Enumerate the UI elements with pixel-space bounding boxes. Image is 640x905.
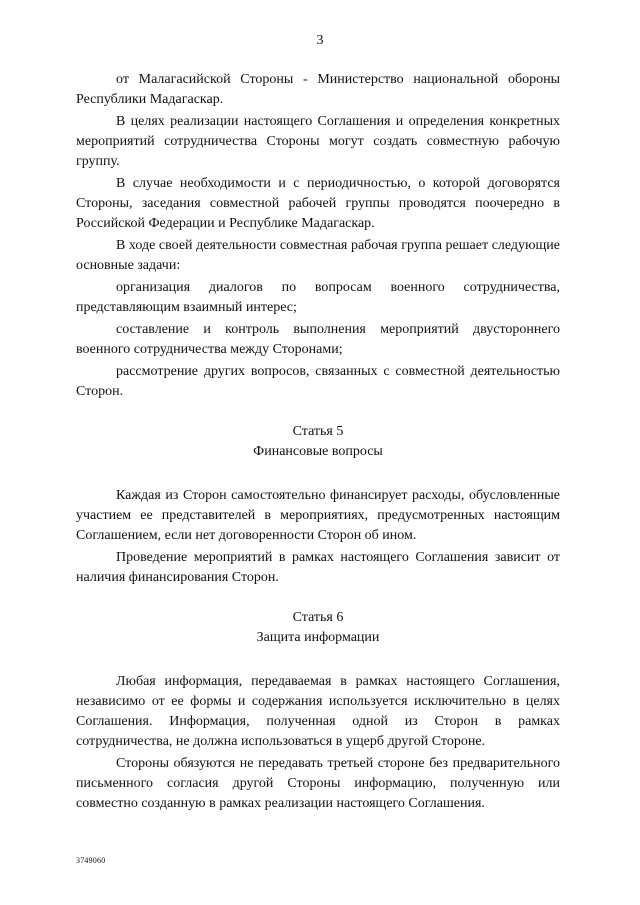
list-item: составление и контроль выполнения мероприятий двустороннего военного сотрудничества между Сторонами; <box>76 322 560 357</box>
paragraph: Каждая из Сторон самостоятельно финансирует расходы, обусловленные участием ее представителей в мероприятиях, предусмотренных настоящим Соглашением, если нет договоренности Сторон об ином. <box>76 488 560 543</box>
paragraph: В ходе своей деятельности совместная рабочая группа решает следующие основные задачи: <box>76 238 560 273</box>
article-title: Защита информации <box>256 630 380 645</box>
article-title: Финансовые вопросы <box>253 444 383 459</box>
article-number: Статья 6 <box>292 610 344 625</box>
paragraph: Проведение мероприятий в рамках настоящего Соглашения зависит от наличия финансирования Сторон. <box>76 550 560 585</box>
paragraph: В целях реализации настоящего Соглашения и определения конкретных мероприятий сотрудничества Стороны могут создать совместную рабочую группу. <box>76 114 560 169</box>
paragraph: В случае необходимости и с периодичностью, о которой договорятся Стороны, заседания совместной рабочей группы проводятся поочередно в Российской Федерации и Республике Мадагаскар. <box>76 176 560 231</box>
article-6-heading <box>76 608 560 648</box>
list-item: организация диалогов по вопросам военного сотрудничества, представляющим взаимный интерес; <box>76 280 560 315</box>
document-body <box>76 70 560 814</box>
list-item: рассмотрение других вопросов, связанных с совместной деятельностью Сторон. <box>76 364 560 399</box>
document-code: 3749060 <box>76 856 106 865</box>
article-number: Статья 5 <box>292 424 344 439</box>
paragraph: Любая информация, передаваемая в рамках настоящего Соглашения, независимо от ее формы и содержания используется исключительно в целях Соглашения. Информация, полученная одной из Сторон в рамках сотрудничества, не должна использоваться в ущерб другой Стороне. <box>76 674 560 749</box>
article-5-heading <box>76 422 560 462</box>
paragraph: от Малагасийской Стороны - Министерство национальной обороны Республики Мадагаскар. <box>76 72 560 107</box>
paragraph: Стороны обязуются не передавать третьей стороне без предварительного письменного согласия другой Стороны информацию, полученную или совместно созданную в рамках реализации настоящего Соглашения. <box>76 756 560 811</box>
page-number: 3 <box>316 33 324 48</box>
